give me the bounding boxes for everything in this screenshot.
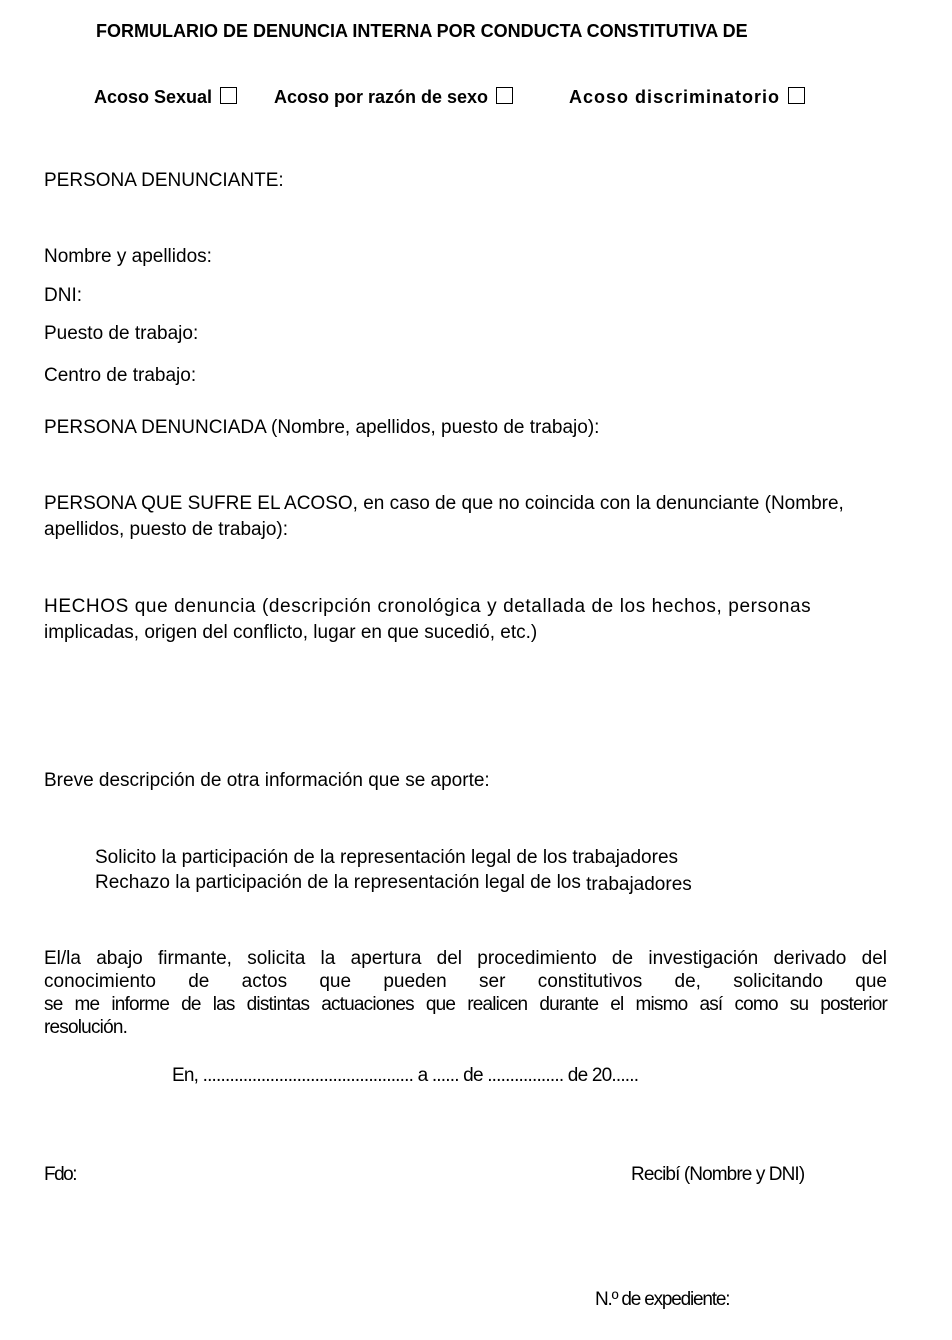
- reject-text-end: trabajadores: [586, 874, 692, 895]
- statement-line4: resolución.: [44, 1017, 128, 1038]
- option-label: Acoso por razón de sexo: [274, 87, 489, 107]
- signature-label: Fdo:: [44, 1164, 77, 1185]
- accused-label: PERSONA DENUNCIADA (Nombre, apellidos, puesto de trabajo):: [44, 417, 600, 438]
- name-label: Nombre y apellidos:: [44, 246, 212, 267]
- victim-label-line2: apellidos, puesto de trabajo):: [44, 519, 288, 540]
- center-label: Centro de trabajo:: [44, 365, 197, 386]
- option-acoso-razon-sexo: [274, 86, 513, 108]
- statement-line3: se me informe de las distintas actuaciones que realicen durante el mismo así como su posterior: [44, 994, 887, 1015]
- victim-label-line1: PERSONA QUE SUFRE EL ACOSO, en caso de que no coincida con la denunciante (Nombre,: [44, 493, 844, 514]
- option-acoso-sexual: [94, 86, 237, 108]
- facts-label-line2: implicadas, origen del conflicto, lugar en que sucedió, etc.): [44, 622, 538, 643]
- complainant-heading: PERSONA DENUNCIANTE:: [44, 170, 284, 191]
- position-label: Puesto de trabajo:: [44, 323, 199, 344]
- checkbox[interactable]: [788, 87, 805, 104]
- statement-line1: El/la abajo firmante, solicita la apertura del procedimiento de investigación derivado del: [44, 948, 887, 969]
- statement-line2: conocimiento de actos que pueden ser constitutivos de, solicitando que: [44, 971, 887, 992]
- file-number-label: N.º de expediente:: [595, 1289, 730, 1310]
- dni-label: DNI:: [44, 285, 82, 306]
- option-acoso-discriminatorio: [569, 86, 805, 108]
- received-label: Recibí (Nombre y DNI): [631, 1164, 805, 1185]
- checkbox[interactable]: [220, 87, 237, 104]
- facts-label-line1: HECHOS que denuncia (descripción cronológica y detallada de los hechos, personas: [44, 596, 812, 617]
- reject-text: Rechazo la participación de la representación legal de los: [95, 872, 581, 893]
- checkbox[interactable]: [496, 87, 513, 104]
- other-info-label: Breve descripción de otra información que se aporte:: [44, 770, 490, 791]
- option-label: Acoso Sexual: [94, 87, 213, 107]
- date-line: En, ............................................... a ...... de ................. de 20......: [172, 1065, 639, 1086]
- option-label: Acoso discriminatorio: [569, 87, 781, 107]
- reject-representation-option[interactable]: [95, 872, 692, 894]
- form-title: FORMULARIO DE DENUNCIA INTERNA POR CONDUCTA CONSTITUTIVA DE: [96, 21, 748, 41]
- request-representation-option[interactable]: Solicito la participación de la representación legal de los trabajadores: [95, 847, 679, 868]
